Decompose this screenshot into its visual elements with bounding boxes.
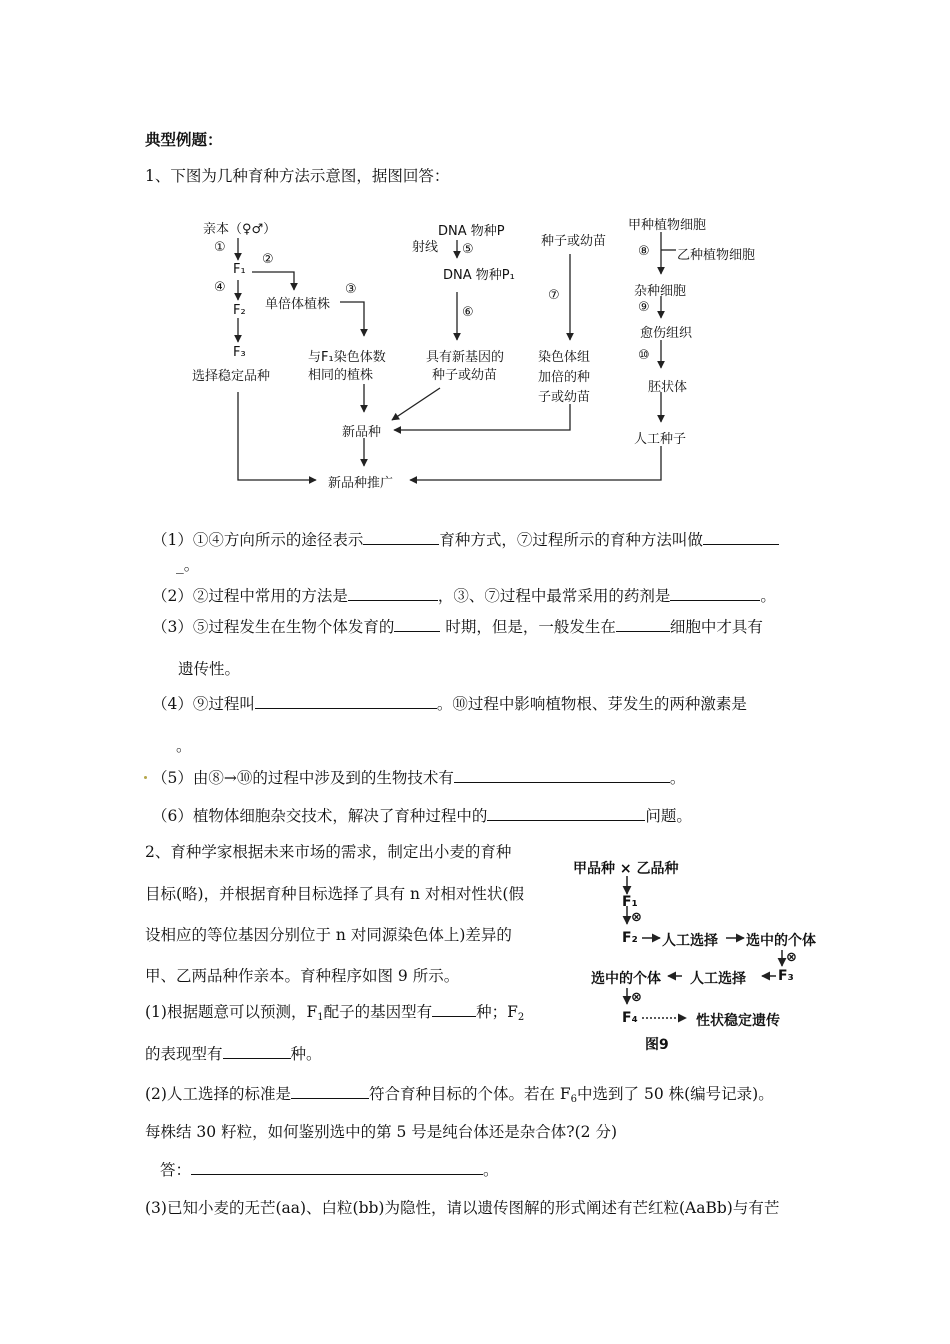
fig9-artificial-2: 人工选择 bbox=[690, 971, 746, 987]
fig9-f4: F₄ bbox=[622, 1010, 638, 1026]
q2-p1-sub2: 2 bbox=[517, 1012, 525, 1023]
f2-label: F₂ bbox=[233, 303, 246, 318]
fig9-artificial-1: 人工选择 bbox=[662, 933, 718, 949]
fig9-caption: 图9 bbox=[645, 1037, 669, 1053]
f3-label: F₃ bbox=[233, 345, 246, 360]
q2-line-1: 2、育种学家根据未来市场的需求，制定出小麦的育种 bbox=[145, 843, 512, 861]
artificial-seed-label: 人工种子 bbox=[634, 432, 687, 447]
section-heading: 典型例题： bbox=[145, 130, 223, 149]
q2-part3: (3)已知小麦的无芒(aa)、白粒(bb)为隐性，请以遗传图解的形式阐述有芒红粒(AaBb)与有芒 bbox=[145, 1199, 780, 1217]
embryoid-label: 胚状体 bbox=[648, 380, 688, 395]
q1-sub5-text-a: （5）由⑧→⑩的过程中涉及到的生物技术有 bbox=[152, 769, 454, 787]
q1-sub2-text-a: （2）②过程中常用的方法是 bbox=[152, 587, 348, 605]
fig9-f2: F₂ bbox=[622, 930, 638, 946]
step-9: ⑨ bbox=[638, 300, 650, 315]
q2-p1-text-a: (1)根据题意可以预测，F bbox=[145, 1003, 318, 1021]
q2-p2-text-c: 中选到了 50 株(编号记录)。 bbox=[577, 1085, 774, 1103]
fig9-self-3: ⊗ bbox=[631, 990, 642, 1005]
answer-blank[interactable] bbox=[191, 1160, 483, 1175]
q2-part2-cont: 每株结 30 籽粒，如何鉴别选中的第 5 号是纯台体还是杂合体?(2 分) bbox=[145, 1123, 617, 1141]
q2-p1-text-e: 种。 bbox=[290, 1045, 322, 1063]
answer-label: 答： bbox=[160, 1161, 192, 1179]
q1-sub1-cont: _。 bbox=[176, 556, 200, 574]
q2-p2-text-a: (2)人工选择的标准是 bbox=[145, 1085, 291, 1103]
same-chrom-label-1: 与F₁染色体数 bbox=[308, 350, 386, 365]
q2-part2 bbox=[145, 1082, 774, 1105]
q2-line-3: 设相应的等位基因分别位于 n 对同源染色体上)差异的 bbox=[145, 926, 512, 944]
q1-sub5-text-b: 。 bbox=[669, 769, 686, 787]
ray-label: 射线 bbox=[412, 240, 439, 255]
step-6: ⑥ bbox=[462, 305, 474, 320]
q2-p1-text-d: 的表现型有 bbox=[145, 1045, 223, 1063]
new-variety-label: 新品种 bbox=[342, 425, 382, 440]
step-2: ② bbox=[262, 252, 274, 267]
q1-sub2-text-c: 。 bbox=[760, 587, 776, 605]
q1-sub4-text-a: （4）⑨过程叫 bbox=[152, 695, 255, 713]
q2-p1-text-c: 种；F bbox=[476, 1003, 518, 1021]
q1-sub2-text-b: ，③、⑦过程中最常采用的药剂是 bbox=[437, 587, 671, 605]
haploid-label: 单倍体植株 bbox=[265, 297, 331, 312]
parent-label: 亲本（♀♂） bbox=[203, 222, 277, 237]
fig9-self-1: ⊗ bbox=[631, 910, 642, 925]
callus-label: 愈伤组织 bbox=[640, 326, 693, 341]
q2-line-4: 甲、乙两品种作亲本。育种程序如图 9 所示。 bbox=[145, 967, 460, 985]
fig9-f3: F₃ bbox=[778, 968, 794, 984]
q1-sub6-text-b: 问题。 bbox=[645, 807, 692, 825]
q1-sub1-text-b: 育种方式，⑦过程所示的育种方法叫做 bbox=[439, 531, 703, 549]
fig9-self-2: ⊗ bbox=[786, 950, 797, 965]
dna-p-label: DNA 物种P bbox=[438, 224, 505, 239]
dna-p1-label: DNA 物种P₁ bbox=[443, 268, 515, 283]
fig9-parents: 甲品种 × 乙品种 bbox=[573, 861, 679, 877]
same-chrom-label-2: 相同的植株 bbox=[308, 368, 374, 383]
fig9-f1: F₁ bbox=[622, 894, 638, 910]
step-8: ⑧ bbox=[638, 244, 650, 259]
answer-end: 。 bbox=[483, 1161, 499, 1179]
q1-sub4-text-b: 。⑩过程中影响植物根、芽发生的两种激素是 bbox=[436, 695, 747, 713]
fig9-selected-2: 选中的个体 bbox=[591, 971, 661, 987]
q1-sub6-text-a: （6）植物体细胞杂交技术，解决了育种过程中的 bbox=[152, 807, 488, 825]
new-gene-label-2: 种子或幼苗 bbox=[432, 368, 498, 383]
step-5: ⑤ bbox=[462, 242, 474, 257]
q1-sub3-text-c: 细胞中才具有 bbox=[669, 618, 763, 636]
q1-sub1-text-a: （1）①④方向所示的途径表示 bbox=[152, 531, 364, 549]
blank-q2-3[interactable] bbox=[291, 1084, 369, 1099]
step-10: ⑩ bbox=[638, 348, 650, 363]
fig9-stable: 性状稳定遗传 bbox=[696, 1013, 780, 1029]
q2-p1-text-b: 配子的基因型有 bbox=[323, 1003, 433, 1021]
step-4: ④ bbox=[214, 280, 226, 295]
doubled-label-2: 加倍的种 bbox=[538, 370, 591, 385]
plant-a-label: 甲种植物细胞 bbox=[628, 218, 707, 233]
promotion-label: 新品种推广 bbox=[328, 476, 394, 491]
q1-sub3-cont: 遗传性。 bbox=[178, 660, 241, 678]
q1-intro: 1、下图为几种育种方法示意图，据图回答： bbox=[145, 167, 450, 185]
step-3: ③ bbox=[345, 282, 357, 297]
q2-p2-sub: 6 bbox=[570, 1094, 578, 1105]
q2-answer bbox=[160, 1158, 499, 1180]
select-stable-label: 选择稳定品种 bbox=[192, 369, 271, 384]
q2-p2-text-b: 符合育种目标的个体。若在 F bbox=[368, 1085, 571, 1103]
plant-b-label: 乙种植物细胞 bbox=[677, 248, 756, 263]
step-1: ① bbox=[214, 240, 226, 255]
q1-sub3-text-a: （3）⑤过程发生在生物个体发育的 bbox=[152, 618, 395, 636]
seed-label: 种子或幼苗 bbox=[541, 234, 607, 249]
q1-sub3-text-b: 时期，但是，一般发生在 bbox=[445, 618, 616, 636]
new-gene-label-1: 具有新基因的 bbox=[426, 350, 505, 365]
doubled-label-1: 染色体组 bbox=[538, 350, 591, 365]
step-7: ⑦ bbox=[548, 288, 560, 303]
hybrid-label: 杂种细胞 bbox=[634, 284, 687, 299]
f1-label: F₁ bbox=[233, 262, 246, 277]
q1-sub4-cont: 。 bbox=[176, 737, 192, 755]
q2-line-2: 目标(略)，并根据育种目标选择了具有 n 对相对性状(假 bbox=[145, 885, 524, 903]
doubled-label-3: 子或幼苗 bbox=[538, 390, 591, 405]
q2-p1-sub: 1 bbox=[317, 1012, 324, 1023]
fig9-selected-1: 选中的个体 bbox=[746, 933, 816, 949]
